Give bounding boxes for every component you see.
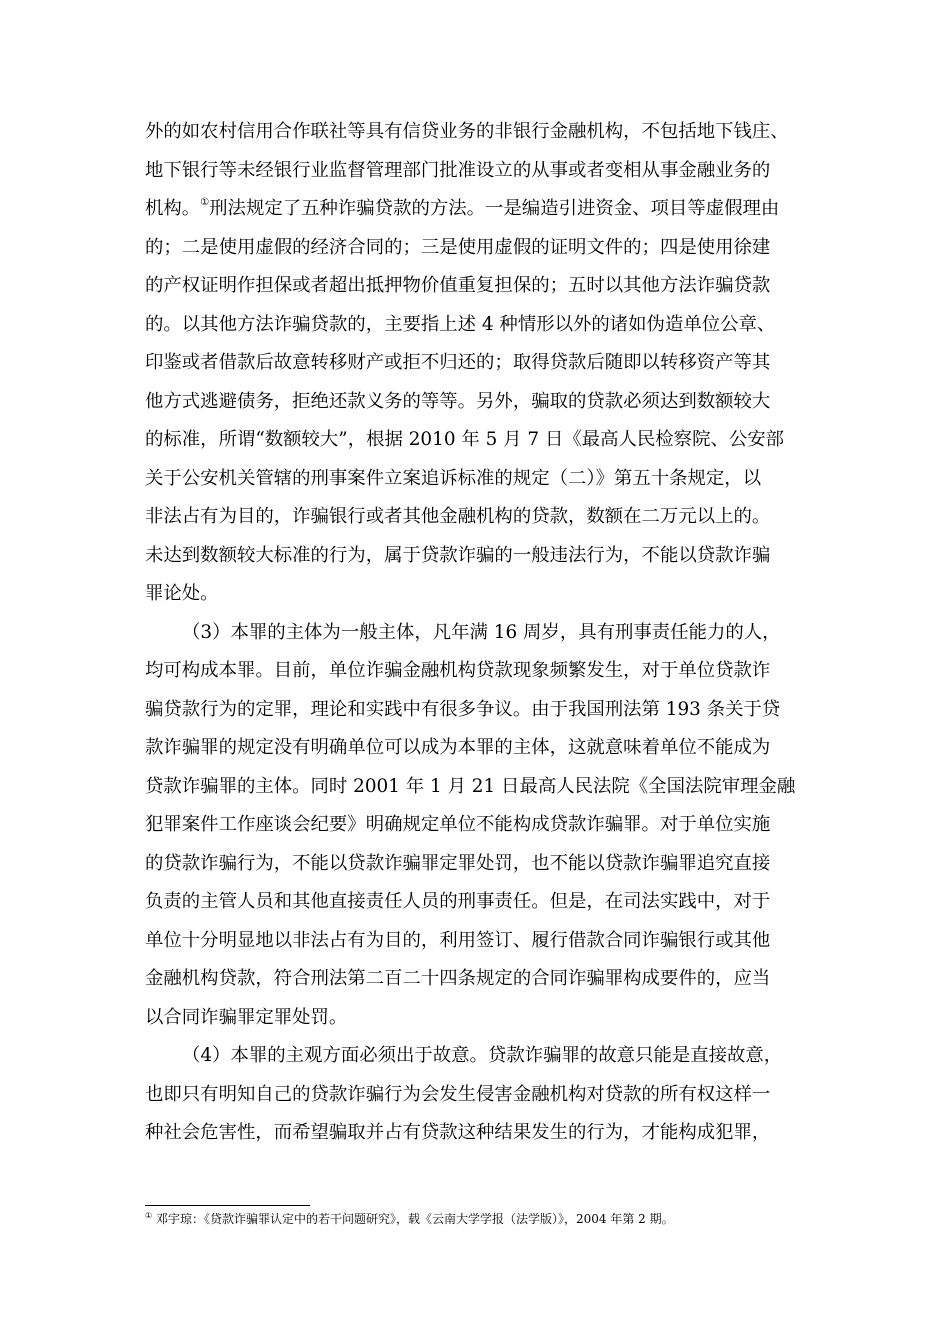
text-line [145, 999, 825, 1038]
line-text: 以合同诈骗罪定罪处罚。 [145, 1006, 348, 1028]
line-text: 刑法规定了五种诈骗贷款的方法。一是编造引进资金、项目等虚假理由 [209, 198, 780, 219]
line-text: 单位十分明显地以非法占有为目的，利用签订、履行借款合同诈骗银行或其他 [145, 929, 771, 951]
text-line [145, 1076, 825, 1115]
text-line [145, 113, 825, 152]
text-line [145, 806, 825, 845]
line-text: 外的如农村信用合作联社等具有信贷业务的非银行金融机构，不包括地下钱庄、 [145, 121, 789, 142]
line-text: 也即只有明知自己的贷款诈骗行为会发生侵害金融机构对贷款的所有权这样一 [145, 1083, 771, 1105]
text-line [145, 1037, 825, 1076]
footnote-mark: ① [145, 1211, 153, 1220]
text-line [145, 845, 825, 884]
text-line [145, 691, 825, 730]
line-text: 机构。 [145, 198, 201, 219]
line-text: 犯罪案件工作座谈会纪要》明确规定单位不能构成贷款诈骗罪。对于单位实施 [145, 814, 771, 835]
text-line [145, 960, 825, 999]
line-text: 印鉴或者借款后故意转移财产或拒不归还的；取得贷款后随即以转移资产等其 [145, 352, 771, 373]
footnote-separator [145, 1205, 310, 1206]
line-text: 金融机构贷款，符合刑法第二百二十四条规定的合同诈骗罪构成要件的，应当 [145, 968, 771, 989]
text-line [145, 460, 825, 499]
text-line [145, 537, 825, 576]
text-line [145, 729, 825, 768]
line-text: 非法占有为目的，诈骗银行或者其他金融机构的贷款，数额在二万元以上的。 [145, 506, 771, 527]
line-text: 的产权证明作担保或者超出抵押物价值重复担保的；五时以其他方法诈骗贷款 [145, 275, 771, 296]
line-text: 罪论处。 [145, 583, 219, 604]
line-text: （4）本罪的主观方面必须出于故意。贷款诈骗罪的故意只能是直接故意， [182, 1045, 783, 1066]
line-text: 的；二是使用虚假的经济合同的；三是使用虚假的证明文件的；四是使用徐建 [145, 236, 771, 258]
text-line [145, 421, 825, 460]
line-text: 的标准，所谓“数额较大”，根据 2010 年 5 月 7 日《最高人民检察院、公安部 [145, 429, 785, 450]
line-text: 骗贷款行为的定罪，理论和实践中有很多争议。由于我国刑法第 193 条关于贷 [145, 698, 781, 720]
line-text: 关于公安机关管辖的刑事案件立案追诉标准的规定（二）》第五十条规定，以 [145, 467, 762, 489]
line-text: 未达到数额较大标准的行为，属于贷款诈骗的一般违法行为，不能以贷款诈骗 [145, 544, 771, 566]
text-line [145, 152, 825, 191]
line-text: 负责的主管人员和其他直接责任人员的刑事责任。但是，在司法实践中，对于 [145, 891, 771, 912]
text-line [145, 883, 825, 922]
text-line [145, 922, 825, 961]
body-text [145, 113, 825, 1153]
line-text: 的。以其他方法诈骗贷款的，主要指上述 4 种情形以外的诸如伪造单位公章、 [145, 313, 776, 335]
text-line [145, 190, 825, 229]
line-text: 均可构成本罪。目前，单位诈骗金融机构贷款现象频繁发生，对于单位贷款诈 [145, 660, 771, 681]
text-line [145, 652, 825, 691]
text-line [145, 498, 825, 537]
footnote [145, 1210, 825, 1228]
text-line [145, 344, 825, 383]
text-line [145, 306, 825, 345]
text-line [145, 1114, 825, 1153]
line-text: 的贷款诈骗行为，不能以贷款诈骗罪定罪处罚，也不能以贷款诈骗罪追究直接 [145, 852, 771, 874]
line-text: 他方式逃避债务，拒绝还款义务的等等。另外，骗取的贷款必须达到数额较大 [145, 390, 771, 412]
text-line [145, 229, 825, 268]
text-line [145, 614, 825, 653]
footnote-text: 邓宇琼：《贷款诈骗罪认定中的若干问题研究》，载《云南大学学报（法学版）》，2004 年第 2 期。 [152, 1212, 674, 1226]
footnote-reference: ① [200, 197, 210, 208]
text-line [145, 575, 825, 614]
line-text: 地下银行等未经银行业监督管理部门批准设立的从事或者变相从事金融业务的 [145, 159, 771, 181]
text-line [145, 267, 825, 306]
line-text: 款诈骗罪的规定没有明确单位可以成为本罪的主体，这就意味着单位不能成为 [145, 737, 771, 758]
line-text: 种社会危害性，而希望骗取并占有贷款这种结果发生的行为，才能构成犯罪， [145, 1122, 771, 1143]
text-line [145, 768, 825, 807]
line-text: （3）本罪的主体为一般主体，凡年满 16 周岁，具有刑事责任能力的人， [182, 621, 781, 643]
text-line [145, 383, 825, 422]
line-text: 贷款诈骗罪的主体。同时 2001 年 1 月 21 日最高人民法院《全国法院审理金融 [145, 775, 796, 797]
